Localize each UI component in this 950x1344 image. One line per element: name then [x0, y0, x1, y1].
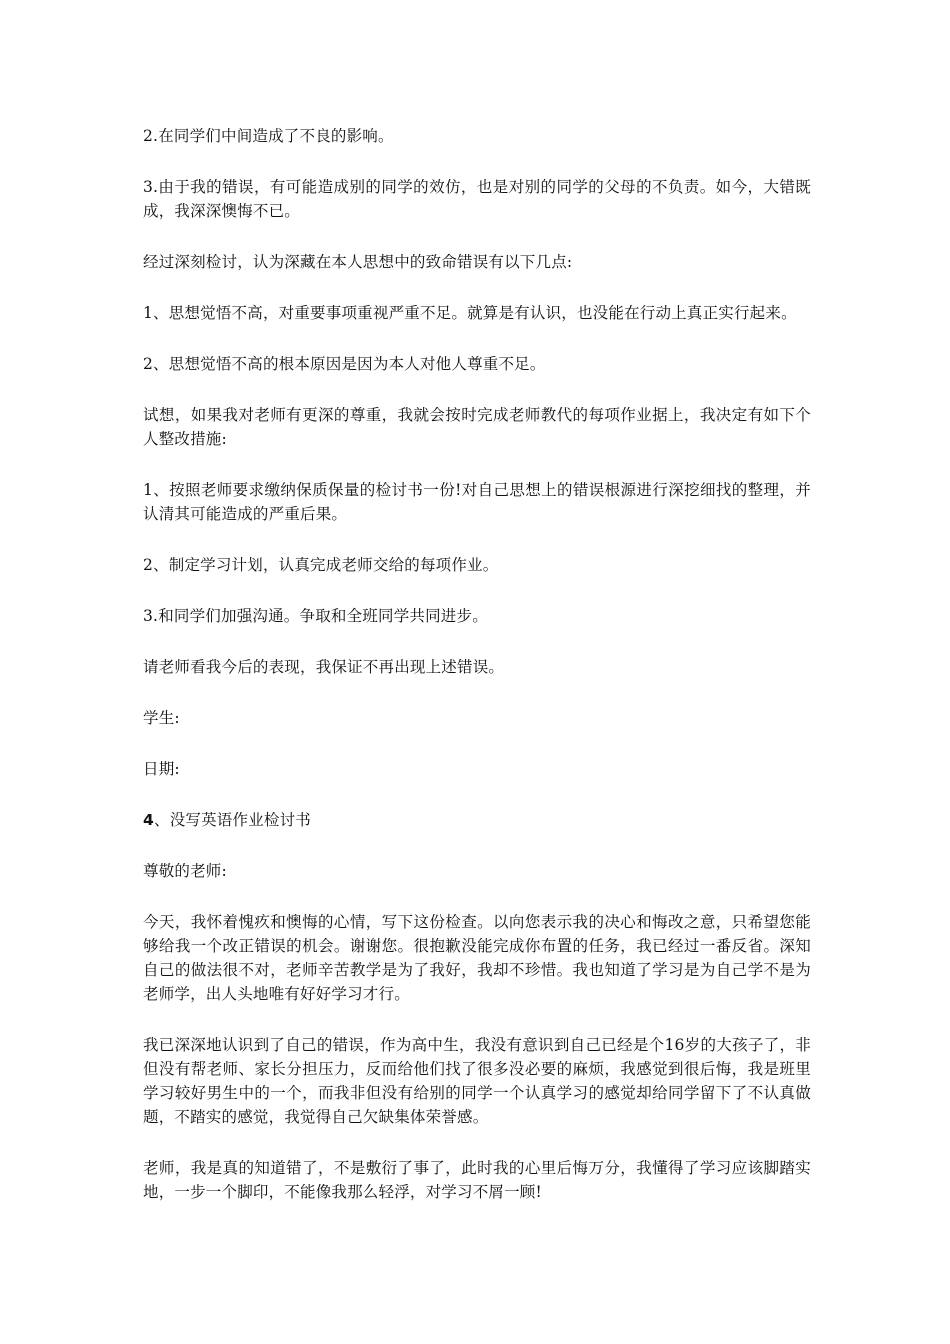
document-page: [143, 124, 811, 1231]
letter-paragraph: 我已深深地认识到了自己的错误，作为高中生，我没有意识到自己已经是个16岁的大孩子了，非但没有帮老师、家长分担压力，反而给他们找了很多没必要的麻烦，我感觉到很后悔，我是班里学习较好男生中的一个，而我非但没有给别的同学一个认真学习的感觉却给同学留下了不认真做题，不踏实的感觉，我觉得自己欠缺集体荣誉感。: [143, 1036, 811, 1126]
signature-student-label: 学生:: [143, 709, 180, 727]
paragraph: 2.在同学们中间造成了不良的影响。: [143, 127, 394, 145]
signature-date-label: 日期:: [143, 760, 180, 778]
paragraph: 3.由于我的错误，有可能造成别的同学的效仿，也是对别的同学的父母的不负责。如今，大错既成，我深深懊悔不已。: [143, 178, 811, 220]
paragraph: 经过深刻检讨，认为深藏在本人思想中的致命错误有以下几点:: [143, 253, 573, 271]
paragraph: 3.和同学们加强沟通。争取和全班同学共同进步。: [143, 607, 488, 625]
letter-salutation: 尊敬的老师:: [143, 862, 227, 880]
section-heading: [143, 808, 811, 832]
paragraph: 2、制定学习计划，认真完成老师交给的每项作业。: [143, 556, 499, 574]
section-heading-text: 、没写英语作业检讨书: [154, 811, 312, 829]
letter-paragraph: 今天，我怀着愧疚和懊悔的心情，写下这份检查。以向您表示我的决心和悔改之意，只希望您能够给我一个改正错误的机会。谢谢您。很抱歉没能完成你布置的任务，我已经过一番反省。深知自己的做法很不对，老师辛苦教学是为了我好，我却不珍惜。我也知道了学习是为自己学不是为老师学，出人头地唯有好好学习才行。: [143, 913, 811, 1003]
section-heading-number: 4: [143, 811, 154, 829]
paragraph: 试想，如果我对老师有更深的尊重，我就会按时完成老师教代的每项作业据上，我决定有如下个人整改措施:: [143, 406, 811, 448]
paragraph: 1、思想觉悟不高，对重要事项重视严重不足。就算是有认识，也没能在行动上真正实行起来。: [143, 304, 797, 322]
paragraph: 请老师看我今后的表现，我保证不再出现上述错误。: [143, 658, 505, 676]
paragraph: 1、按照老师要求缴纳保质保量的检讨书一份!对自己思想上的错误根源进行深挖细找的整理，并认清其可能造成的严重后果。: [143, 481, 811, 523]
paragraph: 2、思想觉悟不高的根本原因是因为本人对他人尊重不足。: [143, 355, 546, 373]
letter-paragraph: 老师，我是真的知道错了，不是敷衍了事了，此时我的心里后悔万分，我懂得了学习应该脚踏实地，一步一个脚印，不能像我那么轻浮，对学习不屑一顾!: [143, 1159, 811, 1201]
